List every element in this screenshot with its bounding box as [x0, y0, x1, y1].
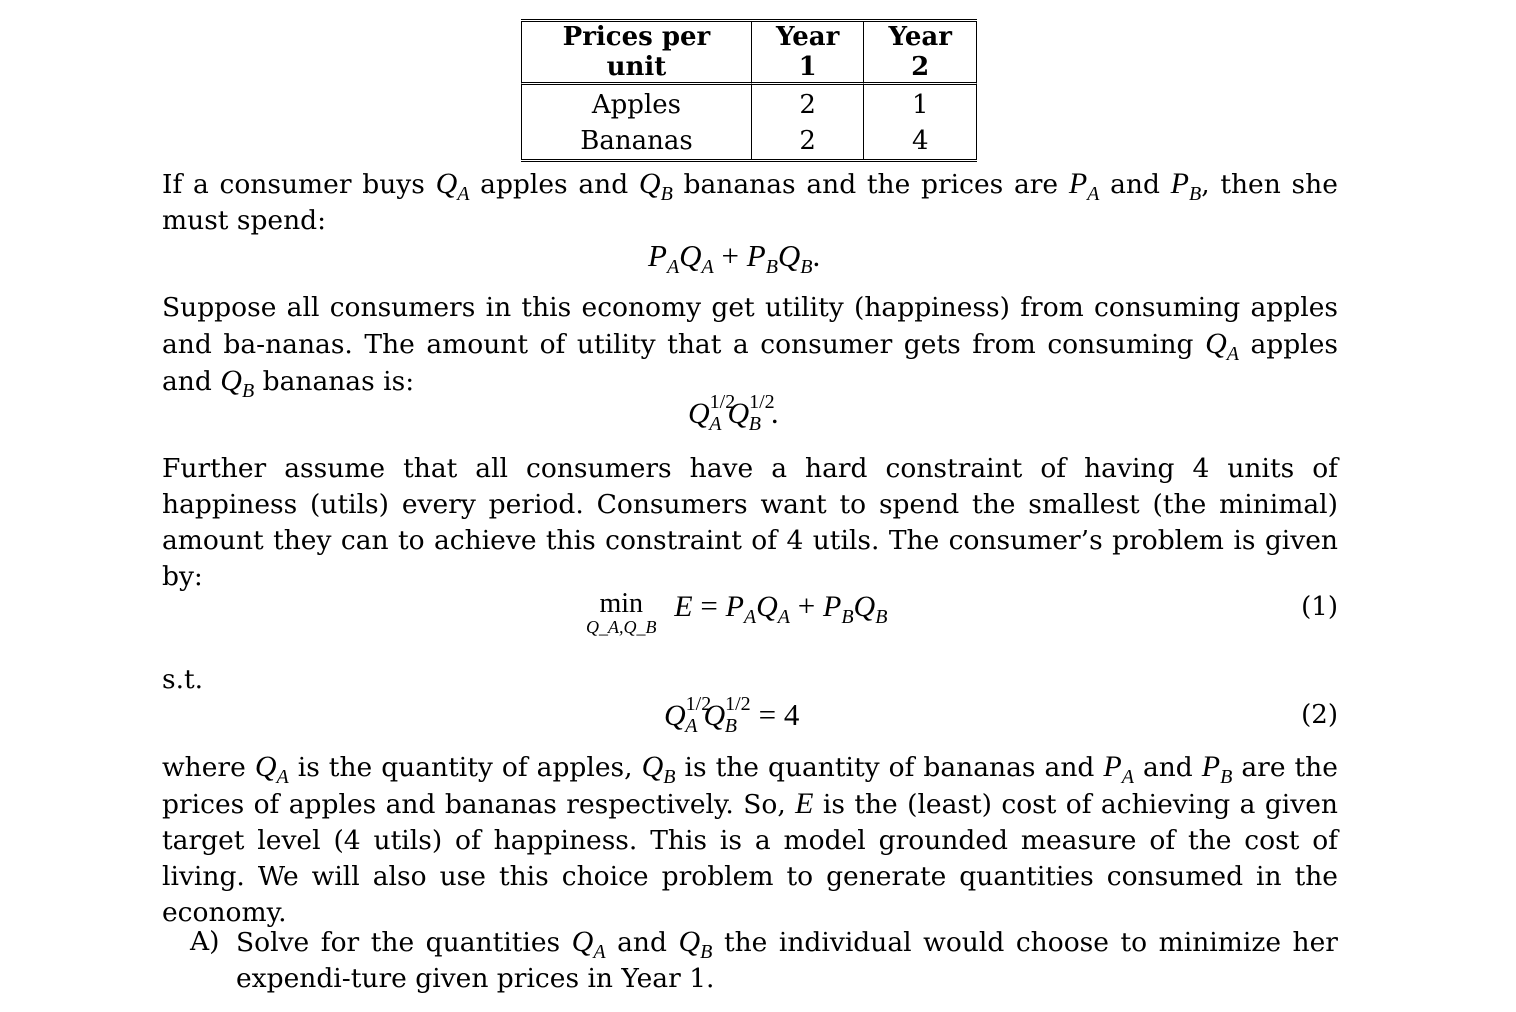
equation-number-1: (1): [1301, 592, 1338, 622]
equation-1: min Q_A,Q_B $E = P_AQ_A + P_BQ_B$: [586, 588, 888, 637]
table-row: [521, 123, 977, 159]
table-header: Year 1: [751, 22, 864, 85]
min-operator: min: [599, 588, 644, 619]
table-header-row: [521, 22, 977, 85]
min-subscript: Q_A,Q_B: [586, 617, 657, 637]
paragraph-definitions: where $Q_A$ is the quantity of apples, $Q_B$ is the quantity of bananas and $P_A$ and $P_B$ are the prices of apples and bananas respectively. So, E is the (least) cost of achieving a given target level (4 utils) of happiness. This is a model grounded measure of the cost of living. We will also use this choice problem to generate quantities consumed in the economy.: [162, 750, 1338, 928]
equation-2: $Q^{1/2}_A$ $Q^{1/2}_B = 4$: [664, 693, 800, 737]
paragraph-constraint: Further assume that all consumers have a hard constraint of having 4 units of happiness (utils) every period. Consumers want to spend the smallest (the minimal) amount they can to achieve this constraint of 4 utils. The consumer’s problem is given by:: [162, 453, 1338, 592]
question-a: A) Solve for the quantities $Q_A$ and $Q_B$ the individual would choose to minimize her expendi-ture given prices in Year 1.: [190, 925, 1338, 994]
table-header: Prices per unit: [521, 22, 751, 85]
table-row: [521, 85, 977, 123]
table-cell: 1: [863, 85, 977, 123]
table-cell: 4: [863, 123, 977, 159]
table-header: Year 2: [863, 22, 977, 85]
table-cell: Apples: [521, 85, 751, 123]
equation-utility: $Q^{1/2}_A$ $Q^{1/2}_B$ .: [688, 391, 779, 435]
prices-table: [521, 19, 977, 156]
paragraph-spending: If a consumer buys $Q_A$ apples and $Q_B$ bananas and the prices are $P_A$ and $P_B$, then she must spend:: [162, 167, 1338, 236]
question-a-label: A): [190, 926, 220, 957]
subject-to-label: s.t.: [162, 664, 204, 695]
table-cell: Bananas: [521, 123, 751, 159]
table-cell: 2: [751, 123, 864, 159]
equation-number-2: (2): [1301, 700, 1338, 730]
table-cell: 2: [751, 85, 864, 123]
equation-spending: $P_AQ_A + P_BQ_B$.: [648, 238, 821, 279]
paragraph-utility: Suppose all consumers in this economy get utility (happiness) from consuming apples and ba-nanas. The amount of utility that a consumer gets from consuming $Q_A$ apples and $Q_B$ bananas is:: [162, 292, 1338, 402]
